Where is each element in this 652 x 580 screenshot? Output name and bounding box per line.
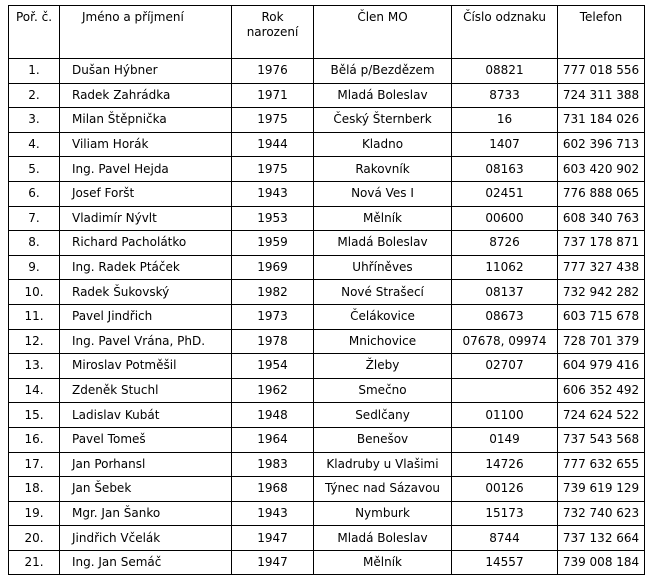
cell-member: Kladruby u Vlašimi bbox=[314, 452, 452, 477]
cell-phone: 739 619 129 bbox=[558, 477, 645, 502]
cell-year: 1959 bbox=[232, 231, 314, 256]
cell-num: 9. bbox=[9, 255, 60, 280]
cell-badge: 02707 bbox=[452, 354, 558, 379]
cell-badge: 07678, 09974 bbox=[452, 329, 558, 354]
cell-name: Radek Šukovský bbox=[60, 280, 232, 305]
cell-num: 18. bbox=[9, 477, 60, 502]
cell-year: 1982 bbox=[232, 280, 314, 305]
cell-phone: 777 327 438 bbox=[558, 255, 645, 280]
cell-year: 1947 bbox=[232, 526, 314, 551]
cell-badge: 02451 bbox=[452, 181, 558, 206]
cell-num: 17. bbox=[9, 452, 60, 477]
header-member: Člen MO bbox=[314, 6, 452, 59]
cell-member: Kladno bbox=[314, 132, 452, 157]
cell-badge: 16 bbox=[452, 108, 558, 133]
cell-member: Nové Strašecí bbox=[314, 280, 452, 305]
table-row bbox=[9, 280, 645, 305]
cell-name: Richard Pacholátko bbox=[60, 231, 232, 256]
cell-num: 8. bbox=[9, 231, 60, 256]
cell-year: 1943 bbox=[232, 501, 314, 526]
cell-phone: 731 184 026 bbox=[558, 108, 645, 133]
cell-num: 12. bbox=[9, 329, 60, 354]
cell-name: Josef Foršt bbox=[60, 181, 232, 206]
cell-year: 1943 bbox=[232, 181, 314, 206]
cell-year: 1969 bbox=[232, 255, 314, 280]
cell-badge: 01100 bbox=[452, 403, 558, 428]
cell-name: Mgr. Jan Šanko bbox=[60, 501, 232, 526]
cell-phone: 724 624 522 bbox=[558, 403, 645, 428]
cell-badge: 08673 bbox=[452, 304, 558, 329]
cell-member: Mělník bbox=[314, 206, 452, 231]
cell-badge bbox=[452, 378, 558, 403]
cell-phone: 737 178 871 bbox=[558, 231, 645, 256]
cell-member: Žleby bbox=[314, 354, 452, 379]
cell-year: 1975 bbox=[232, 108, 314, 133]
cell-badge: 8726 bbox=[452, 231, 558, 256]
cell-member: Benešov bbox=[314, 427, 452, 452]
cell-phone: 776 888 065 bbox=[558, 181, 645, 206]
cell-name: Ladislav Kubát bbox=[60, 403, 232, 428]
table-row bbox=[9, 477, 645, 502]
cell-name: Viliam Horák bbox=[60, 132, 232, 157]
cell-num: 13. bbox=[9, 354, 60, 379]
table-row bbox=[9, 550, 645, 575]
cell-phone: 777 018 556 bbox=[558, 59, 645, 84]
cell-name: Vladimír Nývlt bbox=[60, 206, 232, 231]
cell-member: Mladá Boleslav bbox=[314, 526, 452, 551]
table-row bbox=[9, 83, 645, 108]
cell-phone: 604 979 416 bbox=[558, 354, 645, 379]
cell-name: Ing. Pavel Vrána, PhD. bbox=[60, 329, 232, 354]
cell-year: 1962 bbox=[232, 378, 314, 403]
cell-phone: 728 701 379 bbox=[558, 329, 645, 354]
cell-year: 1947 bbox=[232, 550, 314, 575]
cell-member: Týnec nad Sázavou bbox=[314, 477, 452, 502]
cell-member: Nová Ves I bbox=[314, 181, 452, 206]
cell-year: 1948 bbox=[232, 403, 314, 428]
cell-phone: 608 340 763 bbox=[558, 206, 645, 231]
cell-num: 16. bbox=[9, 427, 60, 452]
cell-member: Nymburk bbox=[314, 501, 452, 526]
table-row bbox=[9, 231, 645, 256]
table-row bbox=[9, 206, 645, 231]
cell-member: Sedlčany bbox=[314, 403, 452, 428]
cell-year: 1954 bbox=[232, 354, 314, 379]
cell-num: 19. bbox=[9, 501, 60, 526]
cell-member: Mladá Boleslav bbox=[314, 83, 452, 108]
cell-phone: 732 942 282 bbox=[558, 280, 645, 305]
cell-num: 5. bbox=[9, 157, 60, 182]
cell-num: 15. bbox=[9, 403, 60, 428]
table-row bbox=[9, 255, 645, 280]
cell-name: Pavel Jindřich bbox=[60, 304, 232, 329]
table-row bbox=[9, 354, 645, 379]
cell-badge: 8744 bbox=[452, 526, 558, 551]
cell-badge: 08163 bbox=[452, 157, 558, 182]
table-row bbox=[9, 452, 645, 477]
cell-member: Čelákovice bbox=[314, 304, 452, 329]
header-name: Jméno a příjmení bbox=[60, 6, 232, 59]
cell-member: Mladá Boleslav bbox=[314, 231, 452, 256]
cell-year: 1978 bbox=[232, 329, 314, 354]
table-row bbox=[9, 108, 645, 133]
cell-name: Zdeněk Stuchl bbox=[60, 378, 232, 403]
cell-member: Mělník bbox=[314, 550, 452, 575]
cell-badge: 8733 bbox=[452, 83, 558, 108]
cell-member: Bělá p/Bezdězem bbox=[314, 59, 452, 84]
members-table bbox=[8, 5, 645, 575]
cell-badge: 1407 bbox=[452, 132, 558, 157]
cell-name: Jindřich Včelák bbox=[60, 526, 232, 551]
cell-phone: 602 396 713 bbox=[558, 132, 645, 157]
cell-phone: 737 132 664 bbox=[558, 526, 645, 551]
cell-name: Jan Porhansl bbox=[60, 452, 232, 477]
cell-member: Smečno bbox=[314, 378, 452, 403]
cell-year: 1975 bbox=[232, 157, 314, 182]
cell-num: 10. bbox=[9, 280, 60, 305]
cell-num: 14. bbox=[9, 378, 60, 403]
table-row bbox=[9, 181, 645, 206]
header-row bbox=[9, 6, 645, 59]
header-badge: Číslo odznaku bbox=[452, 6, 558, 59]
cell-year: 1953 bbox=[232, 206, 314, 231]
table-row bbox=[9, 157, 645, 182]
cell-year: 1944 bbox=[232, 132, 314, 157]
cell-num: 11. bbox=[9, 304, 60, 329]
cell-num: 7. bbox=[9, 206, 60, 231]
cell-name: Miroslav Potměšil bbox=[60, 354, 232, 379]
cell-name: Dušan Hýbner bbox=[60, 59, 232, 84]
table-row bbox=[9, 427, 645, 452]
cell-year: 1976 bbox=[232, 59, 314, 84]
cell-member: Mnichovice bbox=[314, 329, 452, 354]
cell-name: Ing. Radek Ptáček bbox=[60, 255, 232, 280]
table-row bbox=[9, 403, 645, 428]
cell-year: 1971 bbox=[232, 83, 314, 108]
header-phone: Telefon bbox=[558, 6, 645, 59]
cell-phone: 732 740 623 bbox=[558, 501, 645, 526]
header-num: Poř. č. bbox=[9, 6, 60, 59]
cell-name: Radek Zahrádka bbox=[60, 83, 232, 108]
cell-name: Ing. Jan Semáč bbox=[60, 550, 232, 575]
cell-badge: 14726 bbox=[452, 452, 558, 477]
cell-num: 21. bbox=[9, 550, 60, 575]
table-row bbox=[9, 501, 645, 526]
cell-phone: 603 420 902 bbox=[558, 157, 645, 182]
cell-badge: 0149 bbox=[452, 427, 558, 452]
table-row bbox=[9, 526, 645, 551]
table-row bbox=[9, 59, 645, 84]
cell-num: 1. bbox=[9, 59, 60, 84]
cell-year: 1968 bbox=[232, 477, 314, 502]
cell-year: 1983 bbox=[232, 452, 314, 477]
cell-phone: 606 352 492 bbox=[558, 378, 645, 403]
cell-badge: 08821 bbox=[452, 59, 558, 84]
table-row bbox=[9, 329, 645, 354]
cell-name: Milan Štěpnička bbox=[60, 108, 232, 133]
cell-phone: 777 632 655 bbox=[558, 452, 645, 477]
cell-phone: 737 543 568 bbox=[558, 427, 645, 452]
cell-name: Pavel Tomeš bbox=[60, 427, 232, 452]
cell-num: 2. bbox=[9, 83, 60, 108]
cell-badge: 15173 bbox=[452, 501, 558, 526]
cell-num: 20. bbox=[9, 526, 60, 551]
cell-phone: 724 311 388 bbox=[558, 83, 645, 108]
cell-badge: 14557 bbox=[452, 550, 558, 575]
header-year: Rok narození bbox=[232, 6, 314, 59]
cell-num: 4. bbox=[9, 132, 60, 157]
table-row bbox=[9, 378, 645, 403]
table-row bbox=[9, 132, 645, 157]
cell-phone: 603 715 678 bbox=[558, 304, 645, 329]
cell-badge: 11062 bbox=[452, 255, 558, 280]
cell-member: Český Šternberk bbox=[314, 108, 452, 133]
cell-name: Ing. Pavel Hejda bbox=[60, 157, 232, 182]
cell-badge: 00126 bbox=[452, 477, 558, 502]
cell-phone: 739 008 184 bbox=[558, 550, 645, 575]
cell-member: Rakovník bbox=[314, 157, 452, 182]
cell-badge: 08137 bbox=[452, 280, 558, 305]
cell-member: Uhříněves bbox=[314, 255, 452, 280]
table-row bbox=[9, 304, 645, 329]
cell-year: 1973 bbox=[232, 304, 314, 329]
table-body bbox=[9, 59, 645, 575]
cell-num: 3. bbox=[9, 108, 60, 133]
cell-num: 6. bbox=[9, 181, 60, 206]
cell-badge: 00600 bbox=[452, 206, 558, 231]
cell-name: Jan Šebek bbox=[60, 477, 232, 502]
cell-year: 1964 bbox=[232, 427, 314, 452]
